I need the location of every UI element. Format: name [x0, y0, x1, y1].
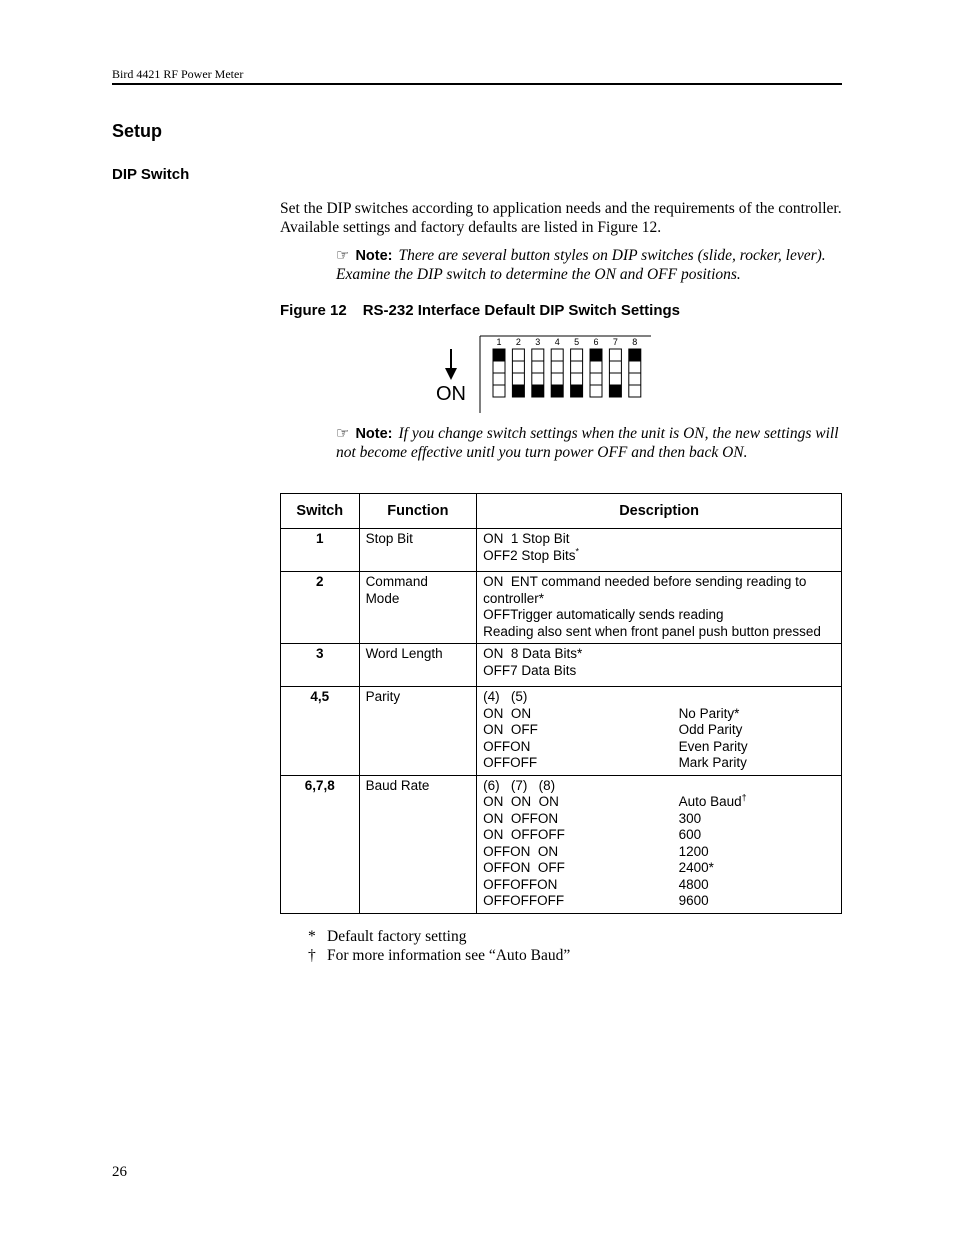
switch-number-5: 5 [574, 337, 580, 347]
description-positions-cell: (4) (5) ON ON ON OFF OFFON OFFOFF [477, 687, 673, 776]
function-cell: Word Length [359, 644, 477, 687]
pointing-hand-icon: ☞ [336, 424, 350, 442]
footnote-default: * Default factory setting [308, 928, 467, 945]
function-cell: Command Mode [359, 572, 477, 644]
switch-number-1: 1 [496, 337, 502, 347]
description-positions-cell: (6) (7) (8) ON ON ON ON OFFON ON OFFOFF OFFON ON OFFON OFF OFFOFFON OFFOFFOFF [477, 775, 673, 913]
table-header-row [281, 494, 842, 529]
pointing-hand-icon: ☞ [336, 246, 350, 264]
note-label: Note: [355, 248, 393, 264]
header-description: Description [477, 494, 842, 529]
page-number: 26 [112, 1164, 127, 1180]
description-cell: ON 8 Data Bits* OFF7 Data Bits [477, 644, 842, 687]
note-label: Note: [355, 426, 393, 442]
section-title: Setup [112, 121, 163, 141]
table-row [281, 529, 842, 572]
figure-caption [280, 302, 680, 319]
note-text: There are several button styles on DIP switches (slide, rocker, lever). Examine the DIP switch to determine the ON and OFF positions. [336, 247, 826, 283]
dip-switch-knob-4 [551, 385, 563, 397]
note-power-cycle [336, 424, 844, 462]
subsection-title: DIP Switch [112, 166, 190, 183]
dip-switch-knob-5 [571, 385, 583, 397]
dip-switch-knob-6 [590, 349, 602, 361]
switch-cell: 3 [281, 644, 360, 687]
switch-cell: 4,5 [281, 687, 360, 776]
table-row [281, 775, 842, 913]
footnote-auto-baud: † For more information see “Auto Baud” [308, 946, 571, 964]
table-row [281, 644, 842, 687]
function-cell: Baud Rate [359, 775, 477, 913]
note-slide-rocker [336, 246, 844, 284]
on-label: ON [436, 383, 466, 405]
switch-number-8: 8 [632, 337, 638, 347]
description-values-cell: No Parity* Odd Parity Even Parity Mark Parity [673, 687, 842, 776]
footnotes [308, 928, 570, 965]
table-row [281, 572, 842, 644]
header-function: Function [359, 494, 477, 529]
running-header: Bird 4421 RF Power Meter [112, 67, 244, 81]
dip-switches [493, 337, 641, 397]
function-cell: Stop Bit [359, 529, 477, 572]
description-values-cell: Auto Baud† 300 600 1200 2400* 4800 9600 [673, 775, 842, 913]
description-cell: ON ENT command needed before sending reading to controller* OFFTrigger automatically sends reading Reading also sent when front panel push button pressed [477, 572, 842, 644]
intro-paragraph: Set the DIP switches according to application needs and the requirements of the controller. Available settings and factory defaults are listed in Figure 12. [280, 200, 842, 236]
switch-number-3: 3 [535, 337, 541, 347]
dip-switch-knob-7 [609, 385, 621, 397]
down-arrow-head-icon [445, 368, 457, 380]
function-cell: Parity [359, 687, 477, 776]
dip-switch-diagram [430, 332, 655, 416]
dip-switch-knob-8 [629, 349, 641, 361]
description-cell: ON 1 Stop Bit OFF2 Stop Bits* [477, 529, 842, 572]
switch-cell: 1 [281, 529, 360, 572]
figure-title: RS-232 Interface Default DIP Switch Settings [362, 302, 680, 319]
header-switch: Switch [281, 494, 360, 529]
figure-number: Figure 12 [280, 302, 347, 319]
table-row [281, 687, 842, 776]
dip-switch-knob-2 [512, 385, 524, 397]
switch-cell: 6,7,8 [281, 775, 360, 913]
dip-settings-table [280, 493, 842, 914]
switch-cell: 2 [281, 572, 360, 644]
switch-number-6: 6 [593, 337, 599, 347]
switch-number-4: 4 [554, 337, 560, 347]
dip-switch-knob-1 [493, 349, 505, 361]
note-text: If you change switch settings when the unit is ON, the new settings will not become effective unitl you turn power OFF and then back ON. [336, 425, 839, 461]
switch-number-2: 2 [515, 337, 521, 347]
dip-switch-knob-3 [532, 385, 544, 397]
switch-number-7: 7 [612, 337, 618, 347]
header-rule [112, 83, 842, 85]
